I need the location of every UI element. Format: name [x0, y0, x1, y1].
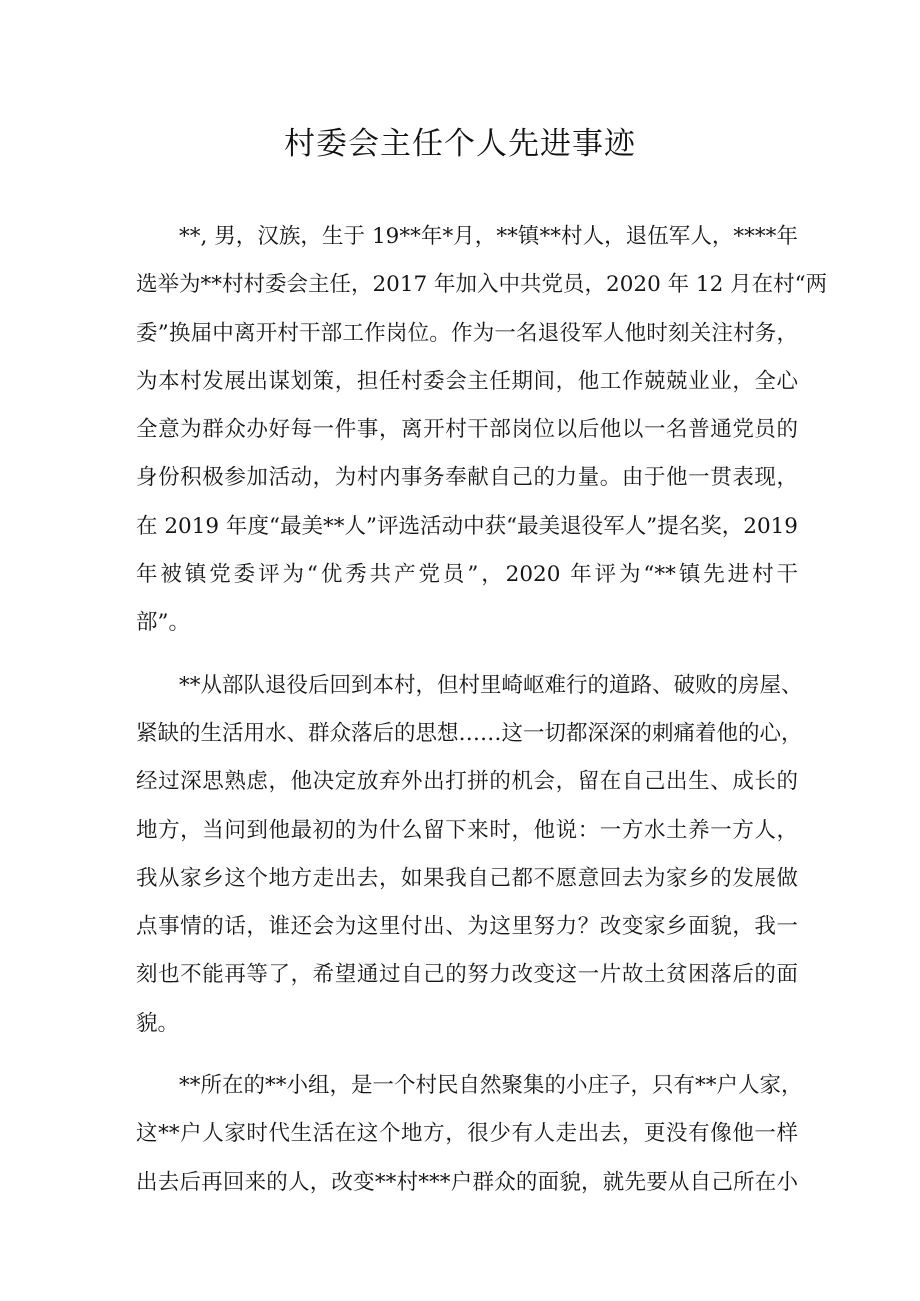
text-line: 貌。: [136, 1010, 180, 1036]
text-line: 我从家乡这个地方走出去，如果我自己都不愿意回去为家乡的发展做: [136, 865, 798, 891]
text-line: 委”换届中离开村干部工作岗位。作为一名退役军人他时刻关注村务，: [136, 320, 798, 346]
text-line: 刻也不能再等了，希望通过自己的努力改变这一片故土贫困落后的面: [136, 962, 798, 988]
paragraph-3: [136, 1062, 803, 1207]
text-line: 身份积极参加活动，为村内事务奉献自己的力量。由于他一贯表现，: [136, 465, 798, 491]
text-line: 全意为群众办好每一件事，离开村干部岗位以后他以一名普通党员的: [136, 417, 798, 443]
document-body: [136, 213, 828, 1221]
text-line: 年被镇党委评为“优秀共产党员”，2020 年评为“**镇先进村干: [136, 562, 798, 588]
document-title: 村委会主任个人先进事迹: [284, 126, 636, 162]
text-line: **从部队退役后回到本村，但村里崎岖难行的道路、破败的房屋、: [179, 672, 803, 698]
text-line: 这**户人家时代生活在这个地方，很少有人走出去，更没有像他一样: [136, 1121, 798, 1147]
paragraph-2: [136, 662, 803, 1048]
text-line: 为本村发展出谋划策，担任村委会主任期间，他工作兢兢业业，全心: [136, 368, 798, 394]
text-line: 在 2019 年度“最美**人”评选活动中获“最美退役军人”提名奖，2019: [136, 513, 798, 539]
text-line: 出去后再回来的人，改变**村***户群众的面貌，就先要从自己所在小: [136, 1169, 798, 1195]
text-line: 经过深思熟虑，他决定放弃外出打拼的机会，留在自己出生、成长的: [136, 769, 798, 795]
text-line: 紧缺的生活用水、群众落后的思想……这一切都深深的刺痛着他的心，: [136, 720, 803, 746]
paragraph-1: [136, 213, 828, 648]
text-line: **所在的**小组，是一个村民自然聚集的小庄子，只有**户人家，: [179, 1073, 803, 1099]
text-line: 点事情的话，谁还会为这里付出、为这里努力？改变家乡面貌，我一: [136, 914, 798, 940]
text-line: 选举为**村村委会主任，2017 年加入中共党员，2020 年 12 月在村“两: [136, 272, 828, 298]
text-line: 地方，当问到他最初的为什么留下来时，他说：一方水土养一方人，: [136, 817, 798, 843]
text-line: **, 男，汉族，生于 19**年*月，**镇**村人，退伍军人，****年: [179, 224, 798, 249]
text-line: 部”。: [136, 610, 190, 636]
